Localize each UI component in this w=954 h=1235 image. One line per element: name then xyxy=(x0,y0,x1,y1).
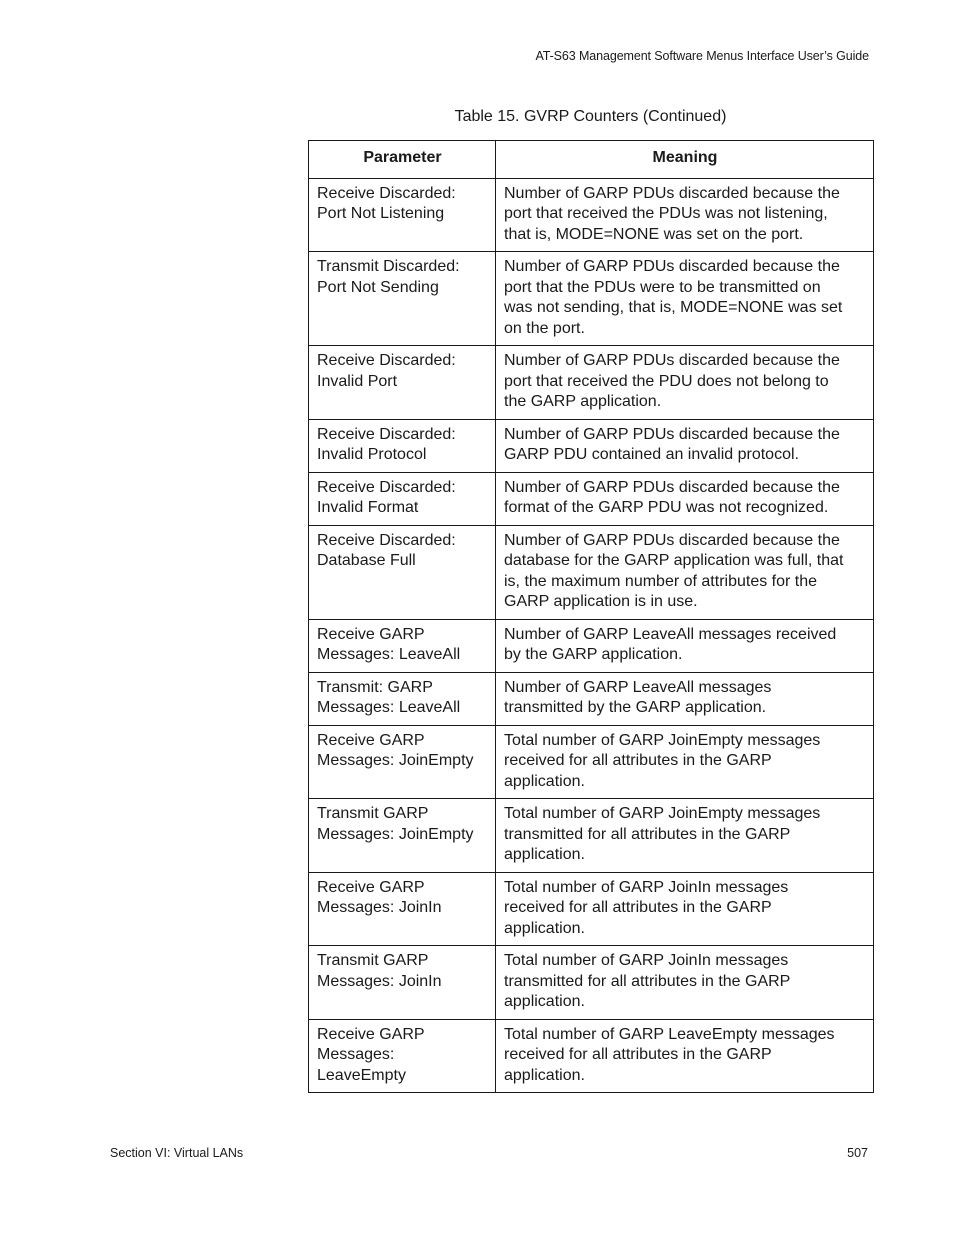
cell-line: Receive GARP xyxy=(317,1025,425,1043)
parameter-cell xyxy=(309,619,496,672)
cell-line: application. xyxy=(504,846,585,863)
cell-line: Messages: xyxy=(317,1046,395,1063)
cell-line: Number of GARP LeaveAll messages xyxy=(504,678,772,696)
cell-line: port that the PDUs were to be transmitted on xyxy=(504,278,821,296)
cell-line: transmitted for all attributes in the GARP xyxy=(504,825,791,843)
cell-line: Number of GARP PDUs discarded because the xyxy=(504,352,840,369)
table-caption: Table 15. GVRP Counters (Continued) xyxy=(454,108,727,125)
meaning-cell xyxy=(496,178,874,252)
table-header-row xyxy=(309,141,874,179)
meaning-cell xyxy=(496,672,874,725)
gvrp-counters-table xyxy=(308,140,874,1093)
cell-line: Transmit: GARP xyxy=(317,678,433,696)
cell-line: Messages: JoinEmpty xyxy=(317,825,474,843)
cell-line: received for all attributes in the GARP xyxy=(504,752,772,769)
cell-line: Receive Discarded: xyxy=(317,425,456,443)
cell-line: Port Not Listening xyxy=(317,205,445,222)
cell-line: Total number of GARP JoinIn messages xyxy=(504,952,789,969)
cell-line: is, the maximum number of attributes for the xyxy=(504,572,818,590)
cell-line: Number of GARP PDUs discarded because the xyxy=(504,531,840,549)
column-header-meaning: Meaning xyxy=(496,141,874,179)
cell-line: GARP PDU contained an invalid protocol. xyxy=(504,446,799,463)
meaning-cell xyxy=(496,799,874,873)
page-number: 507 xyxy=(847,1146,868,1160)
cell-line: Transmit GARP xyxy=(317,805,429,822)
table-row xyxy=(309,1019,874,1093)
parameter-cell xyxy=(309,725,496,799)
cell-line: Total number of GARP JoinIn messages xyxy=(504,878,789,896)
cell-line: Messages: JoinIn xyxy=(317,972,442,990)
cell-line: Receive GARP xyxy=(317,625,425,643)
cell-line: application. xyxy=(504,772,585,790)
cell-line: Invalid Port xyxy=(317,372,398,390)
meaning-cell xyxy=(496,1019,874,1093)
cell-line: Invalid Protocol xyxy=(317,446,427,463)
table-row xyxy=(309,178,874,252)
cell-line: Number of GARP PDUs discarded because the xyxy=(504,258,840,275)
table-row xyxy=(309,672,874,725)
cell-line: LeaveEmpty xyxy=(317,1066,406,1084)
parameter-cell xyxy=(309,1019,496,1093)
cell-line: was not sending, that is, MODE=NONE was set xyxy=(504,299,843,316)
cell-line: Number of GARP PDUs discarded because the xyxy=(504,425,840,443)
cell-line: Total number of GARP LeaveEmpty messages xyxy=(504,1025,835,1043)
table-row xyxy=(309,799,874,873)
meaning-cell xyxy=(496,725,874,799)
meaning-cell xyxy=(496,619,874,672)
cell-line: by the GARP application. xyxy=(504,646,683,663)
cell-line: port that received the PDUs was not listening, xyxy=(504,205,828,222)
meaning-cell xyxy=(496,419,874,472)
footer-section: Section VI: Virtual LANs xyxy=(110,1146,244,1160)
cell-line: that is, MODE=NONE was set on the port. xyxy=(504,225,804,243)
parameter-cell xyxy=(309,946,496,1020)
cell-line: the GARP application. xyxy=(504,393,662,410)
table-row xyxy=(309,419,874,472)
cell-line: port that received the PDU does not belong to xyxy=(504,372,829,390)
cell-line: Total number of GARP JoinEmpty messages xyxy=(504,805,821,822)
parameter-cell xyxy=(309,472,496,525)
cell-line: application. xyxy=(504,919,585,937)
cell-line: Receive Discarded: xyxy=(317,478,456,496)
table-row xyxy=(309,525,874,619)
cell-line: Transmit GARP xyxy=(317,952,429,969)
cell-line: database for the GARP application was full, that xyxy=(504,552,844,569)
cell-line: Messages: JoinIn xyxy=(317,899,442,916)
cell-line: Receive GARP xyxy=(317,878,425,896)
meaning-cell xyxy=(496,346,874,420)
cell-line: Messages: LeaveAll xyxy=(317,646,461,663)
table-row xyxy=(309,872,874,946)
cell-line: Messages: JoinEmpty xyxy=(317,752,474,769)
cell-line: Port Not Sending xyxy=(317,278,439,296)
parameter-cell xyxy=(309,178,496,252)
cell-line: Receive Discarded: xyxy=(317,352,456,369)
table-row xyxy=(309,252,874,346)
cell-line: Receive GARP xyxy=(317,731,425,749)
cell-line: Total number of GARP JoinEmpty messages xyxy=(504,731,821,749)
meaning-cell xyxy=(496,946,874,1020)
parameter-cell xyxy=(309,346,496,420)
cell-line: Messages: LeaveAll xyxy=(317,699,461,716)
parameter-cell xyxy=(309,799,496,873)
cell-line: on the port. xyxy=(504,319,585,337)
cell-line: application. xyxy=(504,1066,585,1084)
cell-line: received for all attributes in the GARP xyxy=(504,899,772,916)
cell-line: Number of GARP PDUs discarded because the xyxy=(504,478,840,496)
cell-line: transmitted by the GARP application. xyxy=(504,699,767,716)
table-row xyxy=(309,946,874,1020)
cell-line: received for all attributes in the GARP xyxy=(504,1046,772,1063)
table-row xyxy=(309,619,874,672)
meaning-cell xyxy=(496,252,874,346)
table-body xyxy=(309,178,874,1093)
cell-line: GARP application is in use. xyxy=(504,593,698,610)
cell-line: Receive Discarded: xyxy=(317,184,456,202)
meaning-cell xyxy=(496,525,874,619)
parameter-cell xyxy=(309,419,496,472)
cell-line: Database Full xyxy=(317,552,416,569)
cell-line: Invalid Format xyxy=(317,499,419,516)
running-header: AT-S63 Management Software Menus Interface User’s Guide xyxy=(535,49,869,63)
parameter-cell xyxy=(309,252,496,346)
cell-line: Receive Discarded: xyxy=(317,531,456,549)
cell-line: application. xyxy=(504,993,585,1010)
meaning-cell xyxy=(496,472,874,525)
cell-line: format of the GARP PDU was not recognized. xyxy=(504,499,829,516)
parameter-cell xyxy=(309,525,496,619)
column-header-parameter: Parameter xyxy=(309,141,496,179)
cell-line: Transmit Discarded: xyxy=(317,258,460,275)
meaning-cell xyxy=(496,872,874,946)
cell-line: transmitted for all attributes in the GARP xyxy=(504,972,791,990)
table-row xyxy=(309,725,874,799)
table-row xyxy=(309,346,874,420)
cell-line: Number of GARP LeaveAll messages received xyxy=(504,625,837,643)
table-row xyxy=(309,472,874,525)
cell-line: Number of GARP PDUs discarded because the xyxy=(504,184,840,202)
parameter-cell xyxy=(309,872,496,946)
parameter-cell xyxy=(309,672,496,725)
